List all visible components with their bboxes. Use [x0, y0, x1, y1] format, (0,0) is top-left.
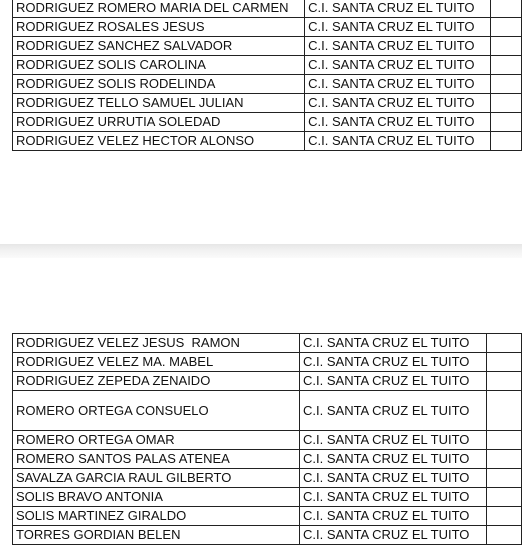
table-row [13, 431, 522, 450]
location-cell: C.I. SANTA CRUZ EL TUITO [300, 526, 487, 545]
extra-cell [487, 450, 522, 469]
name-cell: RODRIGUEZ VELEZ HECTOR ALONSO [13, 132, 305, 151]
name-cell: SOLIS BRAVO ANTONIA [13, 488, 300, 507]
name-cell: RODRIGUEZ ZEPEDA ZENAIDO [13, 372, 300, 391]
roster-table-page-one [12, 0, 522, 151]
location-cell: C.I. SANTA CRUZ EL TUITO [300, 431, 487, 450]
table-row [13, 132, 522, 151]
table-row [13, 372, 522, 391]
extra-cell [487, 507, 522, 526]
extra-cell [490, 0, 521, 18]
name-cell: ROMERO SANTOS PALAS ATENEA [13, 450, 300, 469]
location-cell: C.I. SANTA CRUZ EL TUITO [300, 372, 487, 391]
name-cell: RODRIGUEZ URRUTIA SOLEDAD [13, 113, 305, 132]
extra-cell [490, 18, 521, 37]
name-cell: RODRIGUEZ VELEZ MA. MABEL [13, 353, 300, 372]
extra-cell [487, 431, 522, 450]
table-row [13, 450, 522, 469]
page-break-shadow [0, 244, 522, 258]
extra-cell [487, 469, 522, 488]
location-cell: C.I. SANTA CRUZ EL TUITO [300, 391, 487, 431]
location-cell: C.I. SANTA CRUZ EL TUITO [305, 0, 490, 18]
name-cell: RODRIGUEZ SANCHEZ SALVADOR [13, 37, 305, 56]
name-cell: SOLIS MARTINEZ GIRALDO [13, 507, 300, 526]
location-cell: C.I. SANTA CRUZ EL TUITO [305, 75, 490, 94]
location-cell: C.I. SANTA CRUZ EL TUITO [305, 18, 490, 37]
table-row [13, 75, 522, 94]
name-cell: SAVALZA GARCIA RAUL GILBERTO [13, 469, 300, 488]
table-row [13, 37, 522, 56]
extra-cell [487, 488, 522, 507]
location-cell: C.I. SANTA CRUZ EL TUITO [305, 94, 490, 113]
location-cell: C.I. SANTA CRUZ EL TUITO [300, 450, 487, 469]
table-row [13, 113, 522, 132]
location-cell: C.I. SANTA CRUZ EL TUITO [305, 132, 490, 151]
extra-cell [487, 372, 522, 391]
table-row [13, 507, 522, 526]
name-cell: RODRIGUEZ ROMERO MARIA DEL CARMEN [13, 0, 305, 18]
extra-cell [487, 526, 522, 545]
table-row [13, 56, 522, 75]
table-row [13, 18, 522, 37]
location-cell: C.I. SANTA CRUZ EL TUITO [300, 469, 487, 488]
table-row [13, 526, 522, 545]
table-row [13, 469, 522, 488]
table-row [13, 353, 522, 372]
name-cell: RODRIGUEZ SOLIS RODELINDA [13, 75, 305, 94]
location-cell: C.I. SANTA CRUZ EL TUITO [305, 37, 490, 56]
table-row [13, 94, 522, 113]
extra-cell [487, 391, 522, 431]
name-cell: ROMERO ORTEGA OMAR [13, 431, 300, 450]
table-row [13, 334, 522, 353]
table-row [13, 488, 522, 507]
extra-cell [490, 56, 521, 75]
extra-cell [490, 113, 521, 132]
roster-table-page-two [12, 333, 522, 545]
name-cell: ROMERO ORTEGA CONSUELO [13, 391, 300, 431]
extra-cell [490, 94, 521, 113]
extra-cell [487, 353, 522, 372]
location-cell: C.I. SANTA CRUZ EL TUITO [300, 507, 487, 526]
table-row [13, 391, 522, 431]
location-cell: C.I. SANTA CRUZ EL TUITO [300, 488, 487, 507]
name-cell: RODRIGUEZ SOLIS CAROLINA [13, 56, 305, 75]
location-cell: C.I. SANTA CRUZ EL TUITO [305, 56, 490, 75]
table-row [13, 0, 522, 18]
extra-cell [490, 132, 521, 151]
extra-cell [490, 37, 521, 56]
name-cell: RODRIGUEZ ROSALES JESUS [13, 18, 305, 37]
name-cell: RODRIGUEZ VELEZ JESUS RAMON [13, 334, 300, 353]
location-cell: C.I. SANTA CRUZ EL TUITO [300, 334, 487, 353]
extra-cell [487, 334, 522, 353]
location-cell: C.I. SANTA CRUZ EL TUITO [300, 353, 487, 372]
location-cell: C.I. SANTA CRUZ EL TUITO [305, 113, 490, 132]
extra-cell [490, 75, 521, 94]
name-cell: TORRES GORDIAN BELEN [13, 526, 300, 545]
name-cell: RODRIGUEZ TELLO SAMUEL JULIAN [13, 94, 305, 113]
